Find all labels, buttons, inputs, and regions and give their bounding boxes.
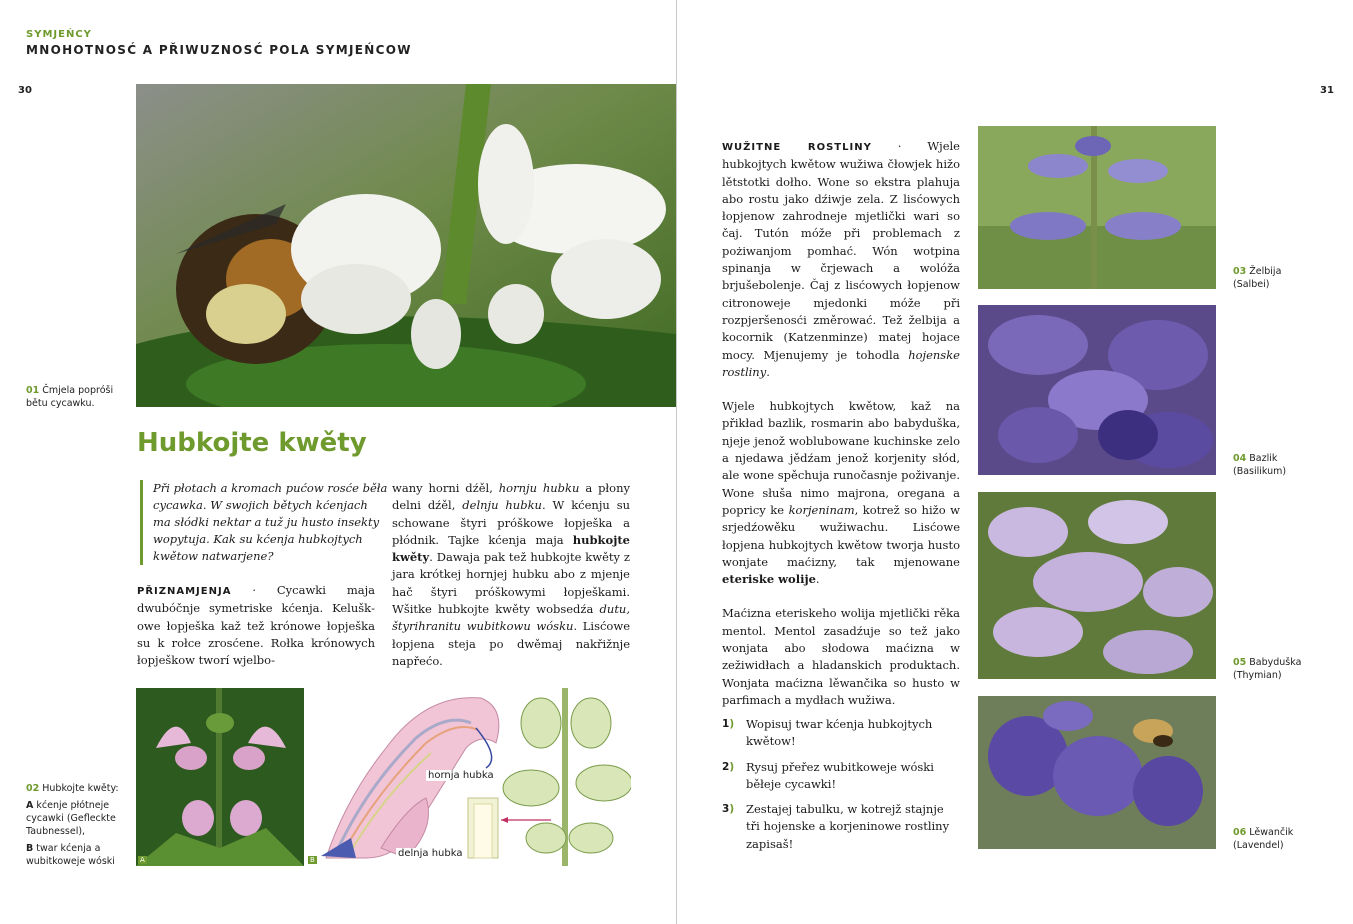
text-run: . Dawaja pak tež hubkojte kwěty z jara krótkej hornjej hubku abo z mjenje hač štyri próškowymi łopješkami. Wšitke hubkojte kwěty wobsedźa — [392, 550, 630, 617]
text-run: · Wjele hubkojtych kwětow wužiwa čłowjek hižo lětstotki dołho. Wone so ekstra plahuja abo rostu jako dźiwje zela. Z lisćowych łopjenow zahrodneje mjetlički wari so čaj. Tutón móže při problemach z pożiwanjom pomhać. Wón wotpina spinanja w črjewach a wolóža brjušebolenje. Čaj z lisćowych łopjenow citronoweje mjedonki móže při rozpjeršenosći změrować. Tež želbija a kocornik (Katzenminze) matej hojace mocy. Mjenujemy je tohodla — [722, 139, 960, 362]
thyme-photo — [978, 492, 1216, 679]
caption-number: 05 — [1233, 657, 1247, 668]
bumblebee-photo — [136, 84, 676, 407]
caption-06 — [1233, 826, 1343, 852]
caption-01 — [26, 384, 126, 410]
caption-subtext: (Salbei) — [1233, 279, 1270, 290]
lavender-photo — [978, 696, 1216, 849]
term-essential-oils: eteriske wolije — [722, 572, 816, 587]
text-run: . Lisćowe łopjena steja po dwěmaj nakřižnje napřećo. — [392, 619, 630, 668]
task-number: 1) — [722, 718, 735, 730]
caption-text: Babyduška — [1249, 657, 1302, 668]
text-run: a płony delni dźěl, — [392, 481, 630, 513]
label-upper-lip: hornja hubka — [428, 770, 494, 781]
caption-number: 04 — [1233, 453, 1247, 464]
caption-text: Bazlik — [1249, 453, 1278, 464]
caption-04 — [1233, 452, 1343, 478]
body-column-1 — [137, 582, 375, 669]
caption-text: Želbija — [1249, 266, 1282, 277]
sage-photo — [978, 126, 1216, 289]
page-gutter — [676, 0, 677, 924]
text-run: . — [766, 364, 770, 379]
text-run: . W kćenju su schowane štyri próškowe łopješka a płódnik. Tajke kćenja maja — [392, 498, 630, 547]
caption-subtext: (Basilikum) — [1233, 466, 1287, 477]
dead-nettle-photo — [136, 688, 304, 866]
term-lower-lip: delnju hubku — [462, 498, 542, 513]
page-number-left: 30 — [18, 85, 32, 96]
term-spices: korjeninam — [788, 502, 855, 517]
figure-label-b: B — [310, 856, 315, 864]
task-item — [722, 716, 967, 751]
intro-text: Při płotach a kromach pućow rosće běła cycawka. W swojich bětych kćenjach ma słódki nektar a tuž ju husto insekty wopytuja. Kak su kćenja hubkojtych kwětow natwarjene? — [140, 480, 389, 565]
paragraph-menthol: Maćizna eteriskeho wolija mjetlički rěka mentol. Mentol zasadźuje so tež jako wonjata abo słodowa maćizna w zežiwidłach a hladanskich produktach. Wonjata maćizna lěwančika so husto w parfimach a mydłach wužiwa. — [722, 606, 960, 707]
features-text: · Cycawki maja dwubóčnje symetriske kćenja. Keluškowe łopješka kaž tež krónowe łopješka su k rołce zrosćene. Rołka krónowych łopješkow tworí wjelbo- — [137, 583, 375, 668]
task-item — [722, 759, 967, 794]
task-text: Wopisuj twar kćenja hubkojtych kwětow! — [746, 717, 933, 749]
caption-text: Čmjela popróši bětu cycawku. — [26, 385, 114, 409]
caption-key-b: B — [26, 843, 34, 854]
text-run: . — [815, 572, 820, 587]
caption-02 — [26, 782, 131, 868]
text-run: wany horni dźěl, — [392, 481, 499, 495]
caption-subtext: (Thymian) — [1233, 670, 1282, 681]
caption-text-b: twar kćenja a wubitkoweje wóski — [26, 843, 115, 867]
caption-subtext: (Lavendel) — [1233, 840, 1284, 851]
task-number: 2) — [722, 760, 735, 773]
flower-diagram — [306, 688, 631, 866]
basil-photo — [978, 305, 1216, 475]
term-stem: dutu, štyrihranitu wubitkowu wósku — [392, 602, 630, 634]
text-run: Wjele hubkojtych kwětow, kaž na přikład bazlik, rosmarin abo babyduška, njeje jenož woblubowane kuchinske zelo a njedawa jědźam jenož korjenity słód, ale wone spěchuja runočasnje poživanje. Wone słuša nimo majrona, oregana a popricy ke — [722, 399, 960, 517]
section-label: SYMJEŃCY — [26, 29, 92, 40]
chapter-subtitle: MNOHOTNOSĆ A PŘIWUZNOSĆ POLA SYMJEŃCOW — [26, 43, 412, 57]
term-upper-lip: hornju hubku — [498, 481, 580, 495]
page-number-right: 31 — [1320, 85, 1334, 96]
task-text: Rysuj přeřez wubitkoweje wóski běłeje cycawki! — [746, 759, 934, 791]
label-lower-lip: delnja hubka — [398, 848, 463, 859]
task-text: Zestajej tabulku, w kotrejž stajnje tři hojenske a korjeninowe rostliny zapisaš! — [746, 802, 950, 851]
caption-05 — [1233, 656, 1343, 682]
caption-number: 01 — [26, 385, 40, 396]
caption-03 — [1233, 265, 1343, 291]
page-heading: Hubkojte kwěty — [137, 428, 367, 458]
text-run: , kotrež so hižo w srjedźowěku wužiwachu. Lisćowe łopjena hubkojtych kwětow tworja husto wonjate maćizny, tak mjenowane — [722, 502, 960, 569]
caption-title: Hubkojte kwěty: — [42, 783, 119, 794]
task-item — [722, 801, 967, 853]
figure-label-a: A — [140, 856, 145, 864]
caption-key-a: A — [26, 800, 34, 811]
caption-number: 02 — [26, 783, 40, 794]
task-list — [722, 716, 967, 853]
body-column-2 — [392, 480, 630, 670]
caption-text: Lěwančik — [1249, 827, 1294, 838]
term-lipped-flowers: hubkojte kwěty — [392, 532, 630, 565]
caption-text-a: kćenje płótneje cycawki (Gefleckte Taubnessel), — [26, 800, 116, 837]
task-number: 3) — [722, 803, 735, 816]
caption-number: 06 — [1233, 827, 1247, 838]
keyword-useful-plants: WUŽITNE ROSTLINY — [722, 142, 872, 153]
keyword-features: PŘIZNAMJENJA — [137, 586, 232, 597]
right-body — [722, 138, 960, 726]
term-medicinal-plants: hojenske rostliny — [722, 347, 960, 379]
caption-number: 03 — [1233, 266, 1247, 277]
